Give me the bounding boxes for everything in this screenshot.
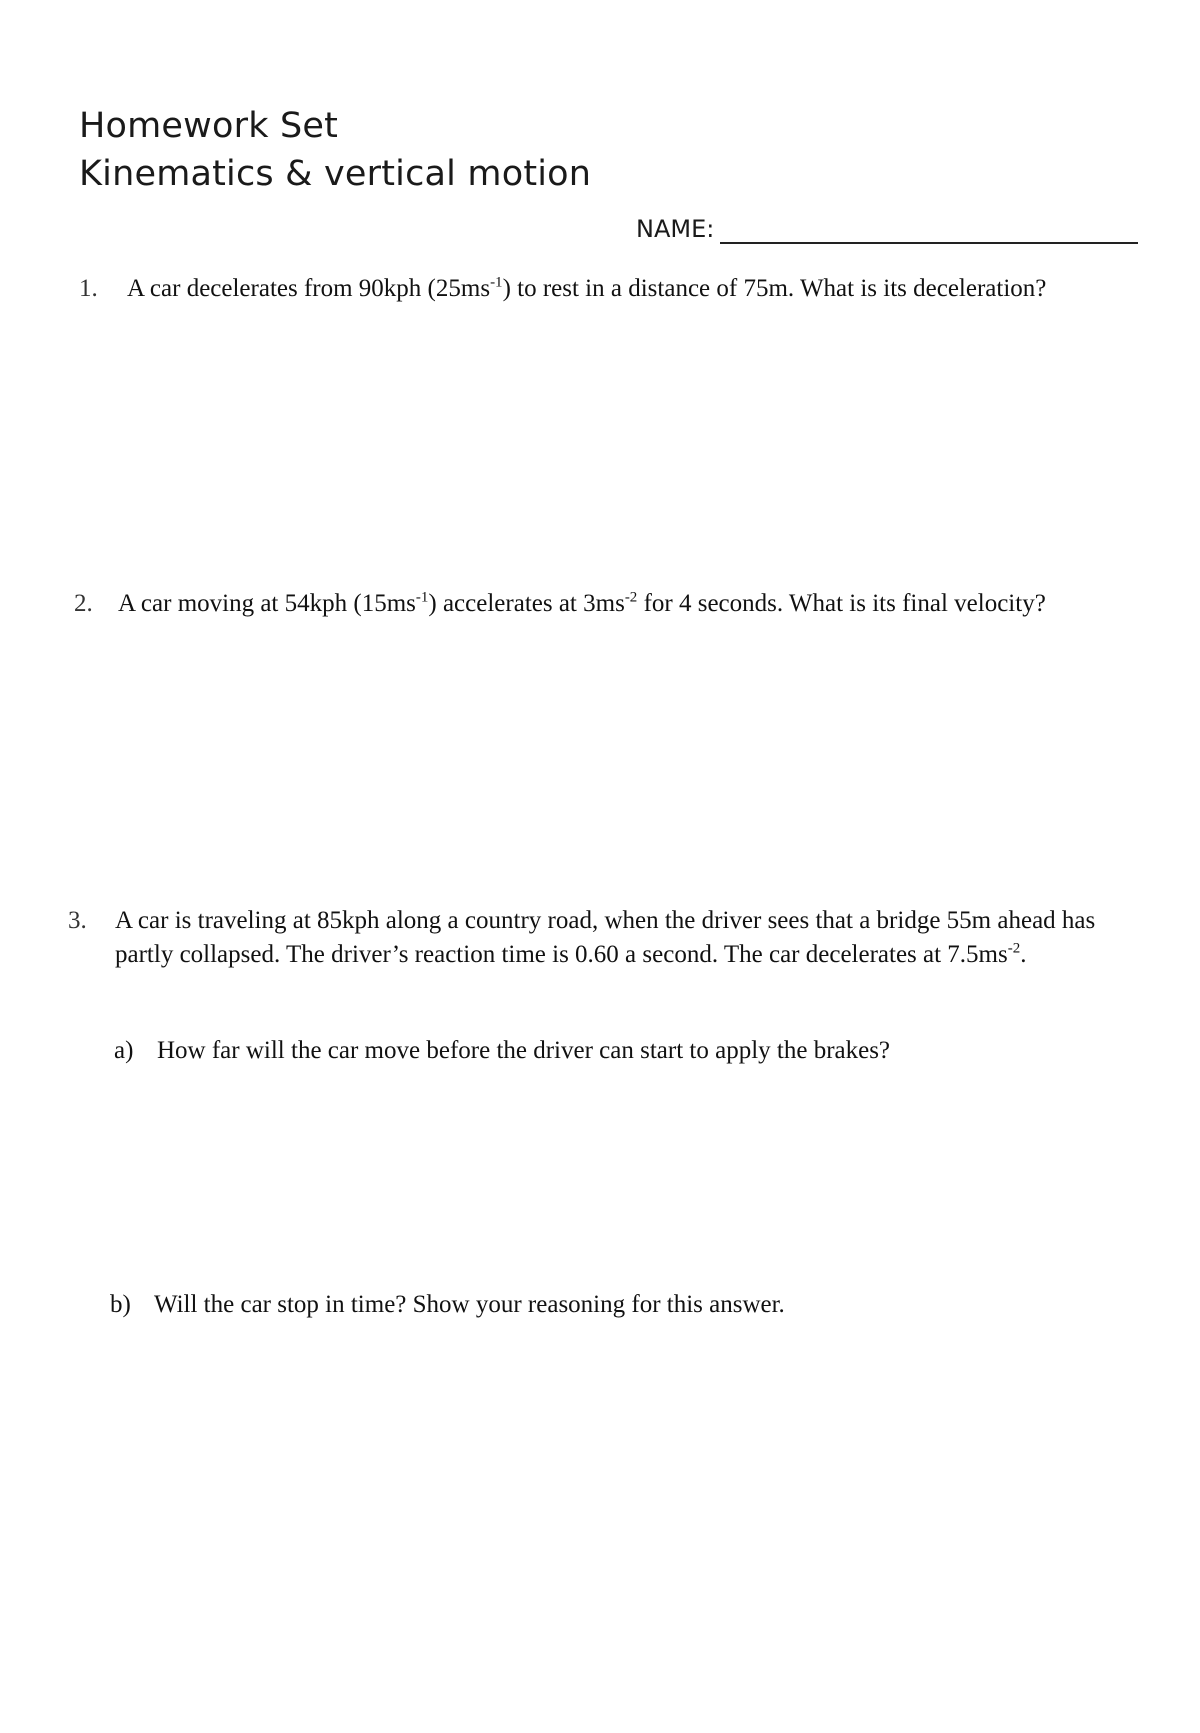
question-text-part: for 4 seconds. What is its final velocity? <box>637 590 1046 617</box>
question-text-part: A car decelerates from 90kph (25ms <box>127 275 491 302</box>
subquestion-text: Will the car stop in time? Show your reasoning for this answer. <box>154 1291 785 1318</box>
name-field[interactable] <box>636 208 1138 244</box>
question-text-part: ) to rest in a distance of 75m. What is its deceleration? <box>502 275 1047 302</box>
question-3 <box>68 904 1148 1014</box>
page-title: Homework Set <box>79 106 339 146</box>
question-2 <box>74 587 1139 627</box>
question-number: 2. <box>74 590 93 617</box>
question-number: 1. <box>79 275 98 302</box>
superscript-exponent: -1 <box>415 589 429 606</box>
question-text-part: . <box>1020 941 1027 968</box>
superscript-exponent: -1 <box>490 274 503 291</box>
subquestion-label: b) <box>110 1291 131 1318</box>
question-text <box>127 272 1046 306</box>
question-3a <box>114 1034 1014 1074</box>
page-subtitle: Kinematics & vertical motion <box>79 154 592 194</box>
question-text-part: A car is traveling at 85kph along a country road, when the driver sees that a bridge 55m ahead has partly collapsed. The driver’s reaction time is 0.60 a second. The car decelerates at 7.5ms <box>115 907 1096 968</box>
superscript-exponent: -2 <box>1007 940 1021 957</box>
question-number: 3. <box>68 907 87 934</box>
question-text <box>118 587 1046 621</box>
question-text <box>115 904 1115 972</box>
name-label: NAME: <box>636 215 715 243</box>
question-3b <box>110 1288 1010 1328</box>
subquestion-label: a) <box>114 1037 134 1064</box>
question-1 <box>79 272 1139 312</box>
question-text-part: ) accelerates at 3ms <box>428 590 625 617</box>
question-text-part: A car moving at 54kph (15ms <box>118 590 416 617</box>
name-answer-line[interactable] <box>720 241 1138 244</box>
subquestion-text: How far will the car move before the driver can start to apply the brakes? <box>157 1037 891 1064</box>
superscript-exponent: -2 <box>624 589 638 606</box>
